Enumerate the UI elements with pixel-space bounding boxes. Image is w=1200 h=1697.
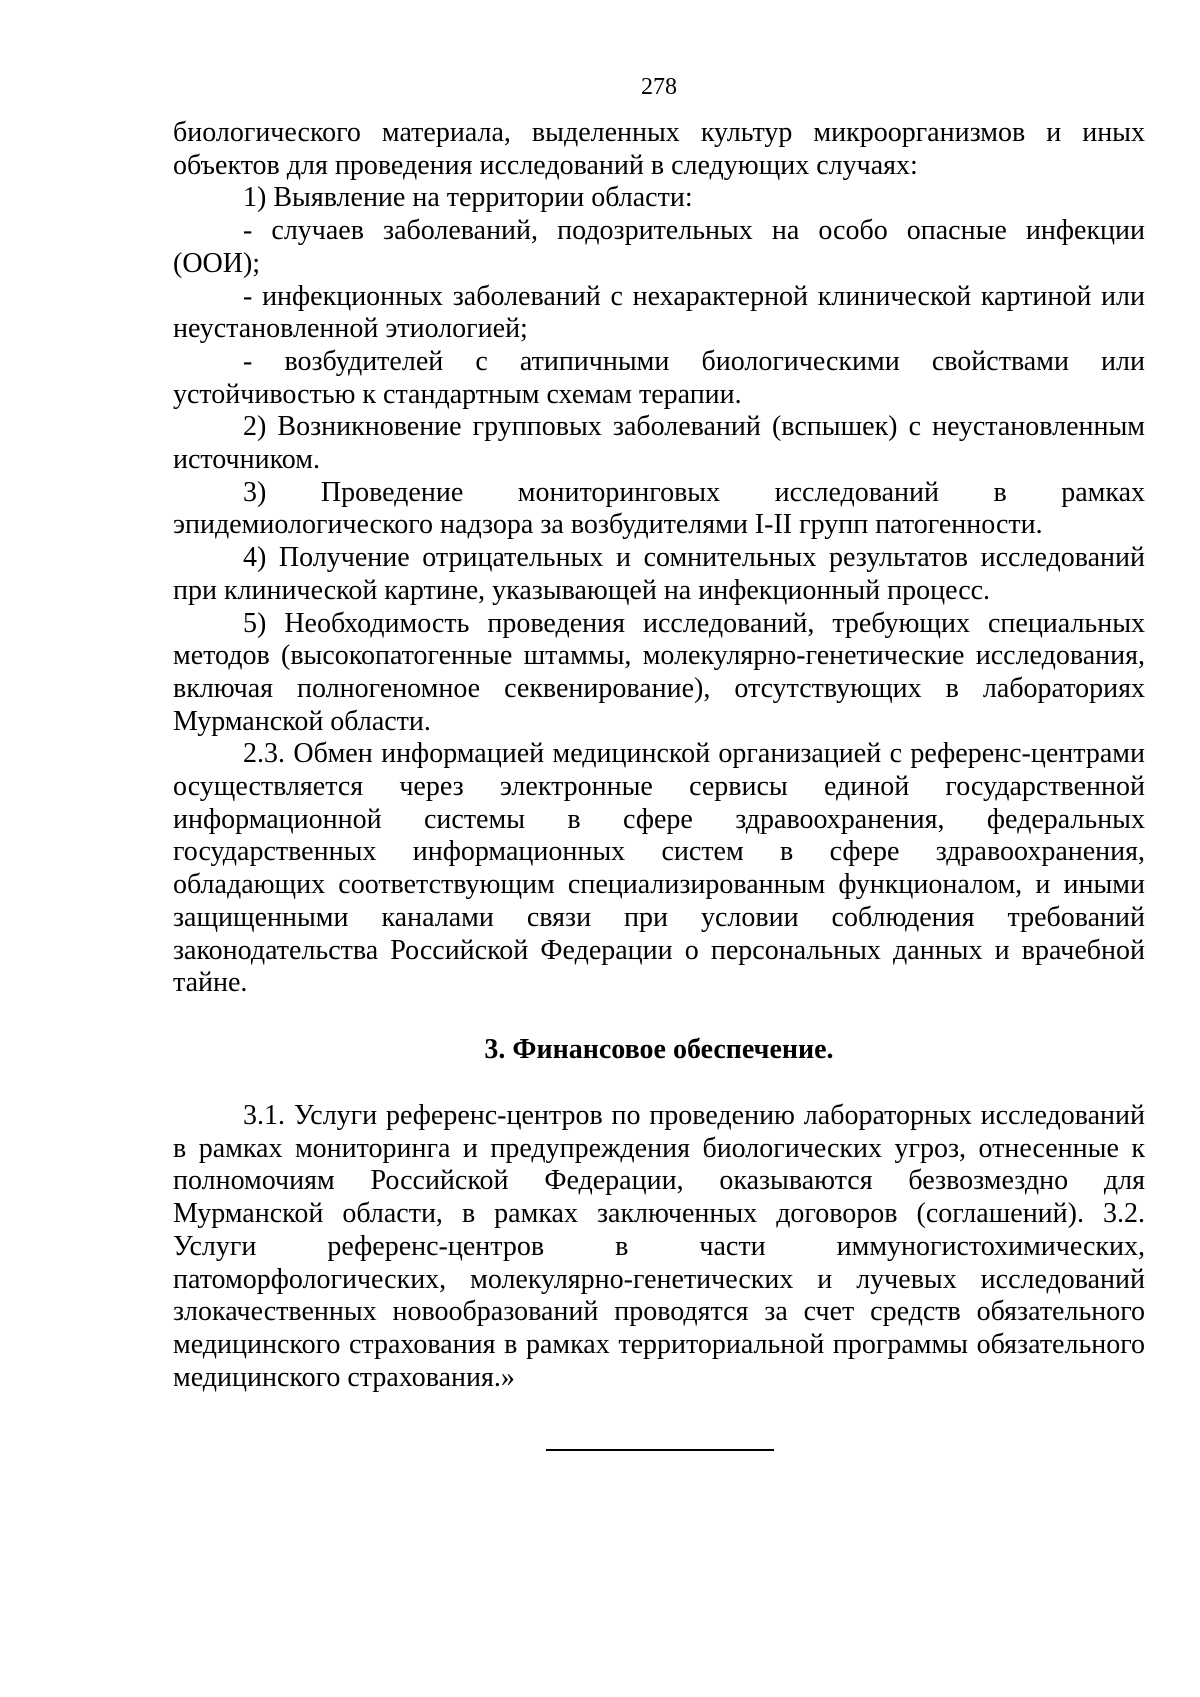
list-item-4: 4) Получение отрицательных и сомнительных результатов исследований при клинической картине, указывающей на инфекционный процесс. [173,542,1145,606]
list-item-5: 5) Необходимость проведения исследований, требующих специальных методов (высокопатогенные штаммы, молекулярно-генетические исследования, включая полногеномное секвенирование), отсутствующих в лабораториях Мурманской области. [173,607,1145,737]
sub-item-atypical-clinic: - инфекционных заболеваний с нехарактерной клинической картиной или неустановленной этиологией; [173,280,1145,345]
list-item-1: 1) Выявление на территории области: [243,182,693,214]
section-heading: 3. Финансовое обеспечение. [484,1034,834,1065]
page-number: 278 [641,74,677,100]
list-item-3: 3) Проведение мониторинговых исследований в рамках эпидемиологического надзора за возбудителями I-II групп патогенности. [173,476,1145,541]
sub-item-ooi: - случаев заболеваний, подозрительных на особо опасные инфекции (ООИ); [173,215,1145,279]
paragraph-3-1: 3.1. Услуги референс-центров по проведению лабораторных исследований в рамках мониторинга и предупреждения биологических угроз, отнесенные к полномочиям Российской Федерации, оказываются безвозмездно для Мурманской области, в рамках заключенных договоров (соглашений). 3.2. Услуги референс-центров в части иммуногистохимических, патоморфологических, молекулярно-генетических и лучевых исследований злокачественных новообразований проводятся за счет средств обязательного медицинского страхования в рамках территориальной программы обязательного медицинского страхования.» [173,1100,1145,1393]
list-item-2: 2) Возникновение групповых заболеваний (вспышек) с неустановленным источником. [173,411,1145,476]
section-3-text [173,1100,1145,1394]
sub-item-pathogens: - возбудителей с атипичными биологическими свойствами или устойчивостью к стандартным схемам терапии. [173,345,1145,410]
end-divider-line [546,1449,774,1451]
paragraph-2-3: 2.3. Обмен информацией медицинской организацией с референс-центрами осуществляется через электронные сервисы единой государственной информационной системы в сфере здравоохранения, федеральных государственных информационных систем в сфере здравоохранения, обладающих соответствующим специализированным функционалом, и иными защищенными каналами связи при условии соблюдения требований законодательства Российской Федерации о персональных данных и врачебной тайне. [173,738,1145,999]
body-text [173,117,1145,1000]
paragraph-continuation: биологического материала, выделенных культур микроорганизмов и иных объектов для проведения исследований в следующих случаях: [173,117,1145,181]
